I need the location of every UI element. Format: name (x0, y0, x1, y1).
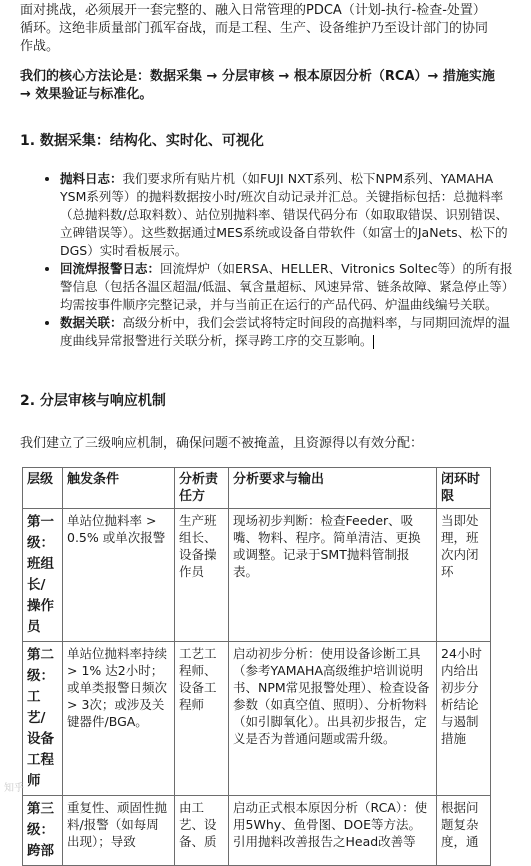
table-header-row (23, 468, 491, 509)
watermark: 知乎 (4, 783, 24, 794)
cell-requirements: 启动初步分析：使用设备诊断工具（参考YAMAHA高级维护培训说明书、NPM常见报警处理）、检查设备参数（如真空值、照明）、分析物料（如引脚氧化）。出具初步报告，定义是否为普通问题或需升级。 (229, 642, 437, 796)
cell-time-limit: 当即处理，班次内闭环 (437, 509, 491, 642)
cell-level: 第二级：工艺/设备工程师 (23, 642, 63, 796)
cell-level: 第一级：班组长/操作员 (23, 509, 63, 642)
cell-time-limit: 24小时内给出初步分析结论与遏制措施 (437, 642, 491, 796)
table-row (23, 796, 491, 866)
header-level: 层级 (23, 468, 63, 509)
section2-heading: 2. 分层审核与响应机制 (20, 393, 166, 409)
header-owner: 分析责任方 (175, 468, 229, 509)
cell-level: 第三级：跨部 (23, 796, 63, 866)
bullet-text: 回流焊炉（如ERSA、HELLER、Vitronics Soltec等）的所有报警信息（包括各温区超温/低温、氧含量超标、风速异常、链条故障、紧急停止等）均需按事件顺序完整记录，并与当前正在运行的产品代码、炉温曲线编号关联。 (60, 261, 515, 312)
cell-owner: 生产班组长、设备操作员 (175, 509, 229, 642)
bullet-label: 回流焊报警日志： (60, 261, 161, 276)
header-trigger: 触发条件 (63, 468, 175, 509)
core-methodology: 我们的核心方法论是：数据采集 → 分层审核 → 根本原因分析（RCA）→ 措施实施 → 效果验证与标准化。 (20, 69, 495, 102)
cell-owner: 由工艺、设备、质 (175, 796, 229, 866)
cell-owner: 工艺工程师、设备工程师 (175, 642, 229, 796)
cell-trigger: 单站位抛料率持续 > 1% 达2小时；或单类报警日频次 > 3次；或涉及关键器件/BGA。 (63, 642, 175, 796)
list-item (60, 260, 515, 314)
data-collection-list (36, 170, 515, 350)
cell-time-limit: 根据问题复杂度，通 (437, 796, 491, 866)
cell-requirements: 启动正式根本原因分析（RCA）：使用5Why、鱼骨图、DOE等方法。引用抛料改善报告之Head改善等 (229, 796, 437, 866)
cell-trigger: 单站位抛料率 > 0.5% 或单次报警 (63, 509, 175, 642)
list-item (60, 314, 515, 350)
section2-intro: 我们建立了三级响应机制，确保问题不被掩盖，且资源得以有效分配： (20, 436, 424, 451)
cell-requirements: 现场初步判断：检查Feeder、吸嘴、物料、程序。简单清洁、更换或调整。记录于SMT抛料管制报表。 (229, 509, 437, 642)
section1-heading: 1. 数据采集：结构化、实时化、可视化 (20, 133, 264, 149)
list-item (60, 170, 515, 260)
bullet-text: 我们要求所有贴片机（如FUJI NXT系列、松下NPM系列、YAMAHA YSM系列等）的抛料数据按小时/班次自动记录并汇总。关键指标包括：总抛料率（总抛料数/总取料数）、站位别抛料率、错误代码分布（如取取错误、识别错误、立碑错误等）。这些数据通过MES系统或设备自带软件（如富士的JaNets、松下的DGS）实时看板展示。 (60, 171, 508, 258)
bullet-label: 数据关联： (60, 315, 123, 330)
response-level-table (22, 467, 491, 866)
bullet-label: 抛料日志： (60, 171, 123, 186)
bullet-text: 高级分析中，我们会尝试将特定时间段的高抛料率，与同期回流焊的温度曲线异常报警进行关联分析，探寻跨工序的交互影响。 (60, 315, 511, 348)
header-time-limit: 闭环时限 (437, 468, 491, 509)
text-cursor (373, 335, 374, 349)
table-row (23, 509, 491, 642)
table-row (23, 642, 491, 796)
cell-trigger: 重复性、顽固性抛料/报警（如每周出现）；导致 (63, 796, 175, 866)
intro-paragraph: 面对挑战，必须展开一套完整的、融入日常管理的PDCA（计划-执行-检查-处置）循环。这绝非质量部门孤军奋战，而是工程、生产、设备维护乃至设计部门的协同作战。 (20, 3, 489, 54)
header-requirements: 分析要求与输出 (229, 468, 437, 509)
